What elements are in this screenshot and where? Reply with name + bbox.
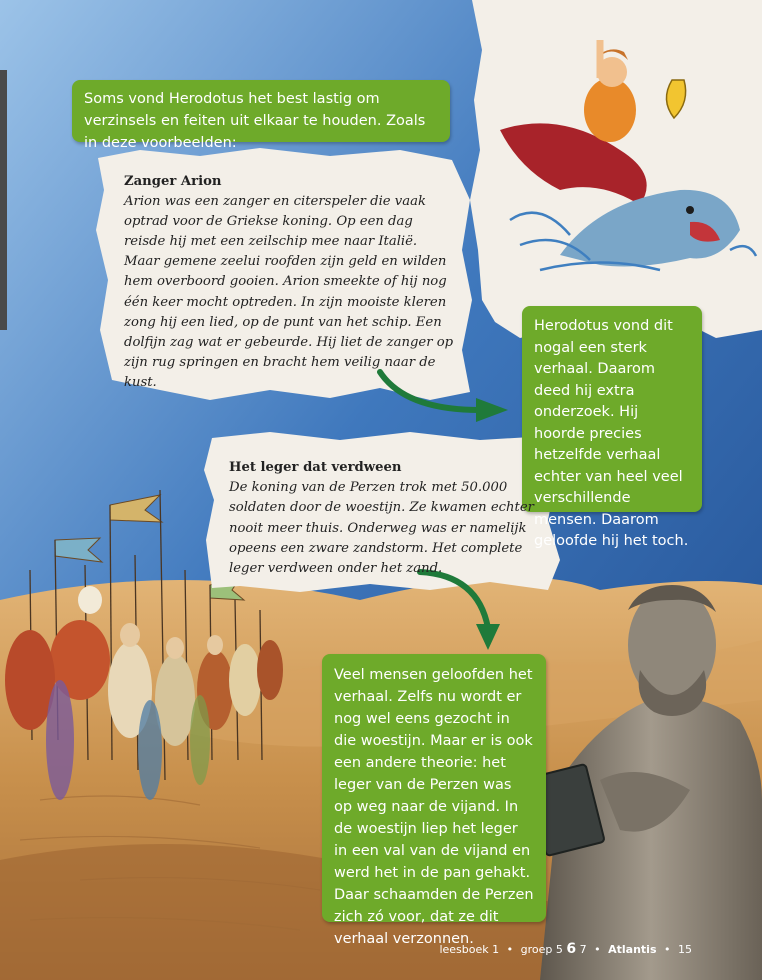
page-footer <box>439 941 692 957</box>
proof-callout <box>522 306 702 549</box>
footer-group-current: 6 <box>566 941 577 957</box>
arion-story <box>124 172 454 393</box>
footer-book: leesboek 1 <box>439 943 500 956</box>
army-story <box>229 458 547 579</box>
footer-series: Atlantis <box>608 943 657 956</box>
arion-body: Arion was een zanger en citerspeler die vaak optrad voor de Griekse koning. Op een dag reisde hij met een zeilschip mee naar Italië. Maar gemene zeelui roofden zijn geld en wilden hem overboord gooien. Arion smeekte of hij nog één keer mocht optreden. In zijn mooiste kleren zong hij een lied, op de punt van het schip. Een dolfijn zag wat er gebeurde. Hij liet de zanger op zijn rug springen en bracht hem veilig naar de kust. <box>124 194 454 390</box>
footer-separator: • <box>594 943 601 956</box>
army-body: De koning van de Perzen trok met 50.000 soldaten door de woestijn. Ze kwamen echter nooit meer thuis. Onderweg was er namelijk opeens een zware zandstorm. Het complete leger verdween onder het zand. <box>229 480 534 577</box>
intro-text: Soms vond Herodotus het best lastig om verzinsels en feiten uit elkaar te houden. Zoals in deze voorbeelden: <box>84 91 426 151</box>
arion-title: Zanger Arion <box>124 174 222 189</box>
belief-text: Veel mensen geloofden het verhaal. Zelfs nu wordt er nog wel eens gezocht in die woestijn. Maar er is ook een andere theorie: het leger van de Perzen was op weg naar de vijand. In de woestijn liep het leger in een val van de vijand en werd het in de pan gehakt. Daar schaamden de Perzen zich zó voor, dat ze dit verhaal verzonnen. <box>334 667 534 947</box>
page-number: 15 <box>678 943 692 956</box>
footer-group-suffix: 7 <box>579 943 587 956</box>
belief-callout <box>322 654 546 947</box>
army-title: Het leger dat verdween <box>229 460 402 475</box>
proof-text: Herodotus vond dit nogal een sterk verhaal. Daarom deed hij extra onderzoek. Hij hoorde precies hetzelfde verhaal echter van heel veel verschillende mensen. Daarom geloofde hij het toch. <box>534 318 689 549</box>
footer-group-prefix: groep 5 <box>520 943 563 956</box>
left-edge-strip <box>0 70 7 330</box>
intro-callout <box>72 80 450 151</box>
footer-separator: • <box>664 943 671 956</box>
footer-separator: • <box>506 943 514 956</box>
